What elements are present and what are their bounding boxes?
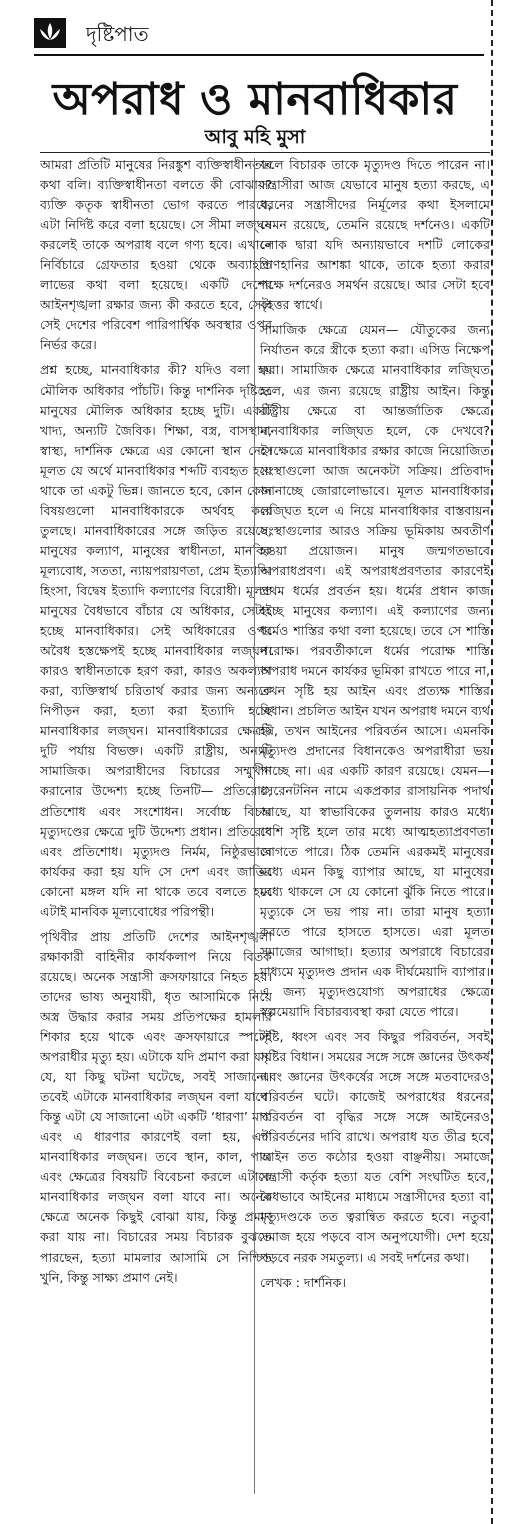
header-divider [34, 54, 484, 56]
page-edge-rule [491, 0, 493, 1524]
article-column-left [40, 155, 272, 1515]
byline-divider [40, 152, 490, 153]
article-byline: আবু মহি মুসা [204, 126, 306, 148]
article-paragraph: সামাজিক ক্ষেত্রে যেমন— যৌতুকের জন্য নির্যাতন করে স্ত্রীকে হত্যা করা। এসিড নিক্ষেপ করা। সামাজিক ক্ষেত্রে মানবাধিকার লজ্ঘিত হলে, এর জন্য রয়েছে রাষ্ট্রীয় আইন। কিন্তু রাষ্ট্রীয় ক্ষেত্রে বা আন্তর্জাতিক ক্ষেত্রে মানবাধিকার লজ্ঘিত হলে, কে দেখবে? সেক্ষেত্রে মানবাধিকার রক্ষার কাজে নিয়োজিত সংস্থাগুলো আজ অনেকটা সক্রিয়। প্রতিবাদ জানাচ্ছে জোরালোভাবে। মূলত মানবাধিকার লজ্ঘিত হলে এ নিয়ে মানবাধিকার বাস্তবায়ন সংস্থাগুলোর আরও সক্রিয় ভূমিকায় অবতীর্ণ হওয়া প্রয়োজন। মানুষ জন্মগতভাবে অপরাধপ্রবণ। এই অপরাধপ্রবণতার কারণেই প্রথম ধর্মের প্রবর্তন হয়। ধর্মের প্রধান কাজ হচ্ছে মানুষের কল্যাণ। এই কল্যাণের জন্য ধর্মেও শাস্তির কথা বলা হয়েছে। তবে সে শাস্তি পরোক্ষ। পরবর্তীকালে ধর্মের পরোক্ষ শাস্তি অপরাধ দমনে কার্যকর ভূমিকা রাখতে পারে না, তখন সৃষ্টি হয় আইন এবং প্রত্যক্ষ শাস্তির বিধান। প্রচলিত আইন যখন অপরাধ দমনে ব্যর্থ হয়, তখন আইনের পরিবর্তন আসে। এমনকি মৃত্যুদণ্ড প্রদানের বিধানকেও অপরাধীরা ভয় পাচ্ছে না। এর একটি কারণ রয়েছে। যেমন— সেরেনটনিন নামে একপ্রকার রাসায়নিক পদার্থ আছে, যা স্বাভাবিকের তুলনায় কারও মধ্যে বেশি সৃষ্টি হলে তার মধ্যে আত্মহত্যাপ্রবণতা জাগতে পারে। ঠিক তেমনি এরকমই মানুষের মধ্যে এমন কিছু ব্যাপার আছে, যা মানুষের মধ্যে থাকলে সে যে কোনো ঝুঁকি নিতে পারে। মৃত্যুকে সে ভয় পায় না। তারা মানুষ হত্যা করতে পারে হাসতে হাসতে। এরা মূলত সমাজের আগাছা। হত্যার অপরাধে বিচারের মাধ্যমে মৃত্যুদণ্ড প্রদান এক দীর্ঘমেয়াদি ব্যাপার। এ জন্য মৃত্যুদণ্ডযোগ্য অপরাধের ক্ষেত্রে স্বল্পমেয়াদি বিচারব্যবস্থা করা যেতে পারে। [260, 322, 490, 1019]
article-paragraph: আমরা প্রতিটি মানুষের নিরঙ্কুশ ব্যক্তিস্বাধীনতার কথা বলি। ব্যক্তিস্বাধীনতা বলতে কী বোঝায়? ব্যক্তি কতৃক স্বাধীনতা ভোগ করতে পারবে, এটা নির্দিষ্ট করে বলা হয়েছে। সে সীমা লজ্ঘন করলেই তাকে অপরাধ বলে গণ্য হবে। এখানে নির্বিচারে গ্রেফতার হওয়া থেকে অব্যাহতি লাভের কথা বলা হয়েছে। একটি দেশের আইনশৃঙ্খলা রক্ষার জন্য কী করতে হবে, সেটা সেই দেশের পরিবেশ পারিপার্শ্বিক অবস্থার ওপর নির্ভর করে। [40, 157, 272, 353]
article-paragraph: সৃষ্টি, ধ্বংস এবং সব কিছুর পরিবর্তন, সবই সৃষ্টির বিধান। সময়ের সঙ্গে সঙ্গে জ্ঞানের উৎকর্ষ এবং জ্ঞানের উৎকর্ষের সঙ্গে সঙ্গে মতবাদেরও পরিবর্তন ঘটে। কাজেই অপরাধের ধরনের পরিবর্তন বা বৃদ্ধির সঙ্গে সঙ্গে আইনেরও পরিবর্তনের দাবি রাখে। অপরাধ যত তীব্র হবে আইন তত কঠোর হওয়া বাঞ্ছনীয়। সমাজে সন্ত্রাসী কর্তৃক হত্যা যত বেশি সংঘটিত হবে, বৈধভাবে আইনের মাধ্যমে সন্ত্রাসীদের হত্যা বা মৃত্যুদণ্ডকে তত ত্বরান্বিত করতে হবে। নতুবা সমাজ হয়ে পড়বে বাস অনুপযোগী। দেশ হয়ে পড়বে নরক সমতুল্য। এ সবই দর্শনের কথা। [260, 1029, 490, 1265]
section-header [34, 12, 484, 58]
lotus-icon [34, 18, 66, 48]
section-title: দৃষ্টিপাত [86, 22, 149, 46]
author-note: লেখক : দার্শনিক। [260, 1274, 346, 1290]
article-paragraph: পৃথিবীর প্রায় প্রতিটি দেশের আইনশৃঙ্খলা রক্ষাকারী বাহিনীর কার্যকলাপ নিয়ে বিতর্ক রয়েছে। অনেক সন্ত্রাসী ক্রসফায়ারে নিহত হয়। তাদের ভাষ্য অনুযায়ী, ধৃত আসামিকে নিয়ে অস্ত্র উদ্ধার করার সময় প্রতিপক্ষের হামলার শিকার হয়ে থাকে এবং ক্রসফায়ারে স্পটেই অপরাধীর মৃত্যু হয়। এটাকে যদি প্রমাণ করা যায় যে, যা কিছু ঘটনা ঘটেছে, সবই সাজানো। তবেই এটাকে মানবাধিকার লজ্ঘন বলা যাবে। কিন্তু এটা যে সাজানো এটা একটি ‘ধারণা’ মাত্র এবং এ ধারণার কারণেই বলা হয়, এটা মানবাধিকার লজ্ঘন। তবে স্থান, কাল, পাত্র এবং ক্ষেত্রের বিষয়টি বিবেচনা করলে এটাকে মানবাধিকার লজ্ঘন বলা যাবে না। অনেক ক্ষেত্রে অনেক কিছুই বোঝা যায়, কিন্তু প্রমাণ করা যায় না। বিচারের সময় বিচারক বুঝতে পারছেন, হত্যা মামলার আসামি সে নিশ্চিত খুনি, কিন্তু সাক্ষ্য প্রমাণ নেই। [40, 928, 272, 1285]
article-title: অপরাধ ও মানবাধিকার [52, 74, 458, 125]
article-paragraph: প্রশ্ন হচ্ছে, মানবাধিকার কী? যদিও বলা হয় মৌলিক অধিকার পাঁচটি। কিন্তু দার্শনিক দৃষ্টিতে মানুষের মৌলিক অধিকার হচ্ছে দুটি। একটি খাদ্য, অন্যটি জৈবিক। শিক্ষা, বস্ত্র, বাসস্থান, স্বাস্থ্য, দার্শনিক ক্ষেত্রে এর কোনো স্থান নেই। মূলত যে অর্থে মানবাধিকার শব্দটি ব্যবহৃত হয়ে থাকে তা একটু ভিন্ন। জানতে হবে, কোন কোন বিষয়গুলো মানবাধিকারকে অর্থবহ করে তুলছে। মানবাধিকারের সঙ্গে জড়িত রয়েছে, মানুষের কল্যাণ, মানুষের স্বাধীনতা, মানবিক মূল্যবোধ, সততা, ন্যায়পরায়ণতা, প্রেম ইত্যাদি। হিংসা, বিদ্বেষ ইত্যাদি কল্যাণের বিরোধী। মূলত মানুষের বৈধভাবে বাঁচার যে অধিকার, সেটাই হচ্ছে মানবাধিকার। সেই অধিকারের ওপর অবৈধ হস্তক্ষেপই হচ্ছে মানবাধিকার লজ্ঘন। কারও স্বাধীনতাকে হরণ করা, কারও অকল্যাণ করা, ব্যক্তিস্বার্থ চরিতার্থ করার জন্য অন্যকে নিপীড়ন করা, হত্যা করা ইত্যাদি হচ্ছে মানবাধিকার লজ্ঘন। মানবাধিকারের ক্ষেত্রটি দুটি পর্যায় বিভক্ত। একটি রাষ্ট্রীয়, অন্যটি সামাজিক। অপরাধীদের বিচারের সম্মুখীন করানোর উদ্দেশ্য হচ্ছে তিনটি— প্রতিরোধ, প্রতিশোধ এবং সংশোধন। সর্বোচ্চ বিচার মৃত্যুদণ্ডের ক্ষেত্রে দুটি উদ্দেশ্য প্রধান। প্রতিরোধ এবং প্রতিশোধ। মৃত্যুদণ্ড নির্মম, নিষ্ঠুরভাবে কার্যকর করা হয় যদি সে দেশ এবং জাতির কোনো মঙ্গল যদি না থাকে তবে বলতে হবে এটাই মানবিক মূল্যবোধের পরিপন্থী। [40, 362, 272, 919]
article-column-right [260, 155, 490, 1495]
column-divider [254, 158, 255, 1494]
article-paragraph: ফলে বিচারক তাকে মৃত্যুদণ্ড দিতে পারেন না। সন্ত্রাসীরা আজ যেভাবে মানুষ হত্যা করছে, এ ধরনের সন্ত্রাসীদের নির্মূলের কথা ইসলামে যেমন রয়েছে, তেমনি রয়েছে দর্শনেও। একটি লোক দ্বারা যদি অন্যায়ভাবে দশটি লোকের প্রাণহানির আশঙ্কা থাকে, তাকে হত্যা করার পক্ষে দর্শনেরও সমর্থন রয়েছে। আর সেটা হবে বৃহত্তর স্বার্থে। [260, 157, 490, 313]
